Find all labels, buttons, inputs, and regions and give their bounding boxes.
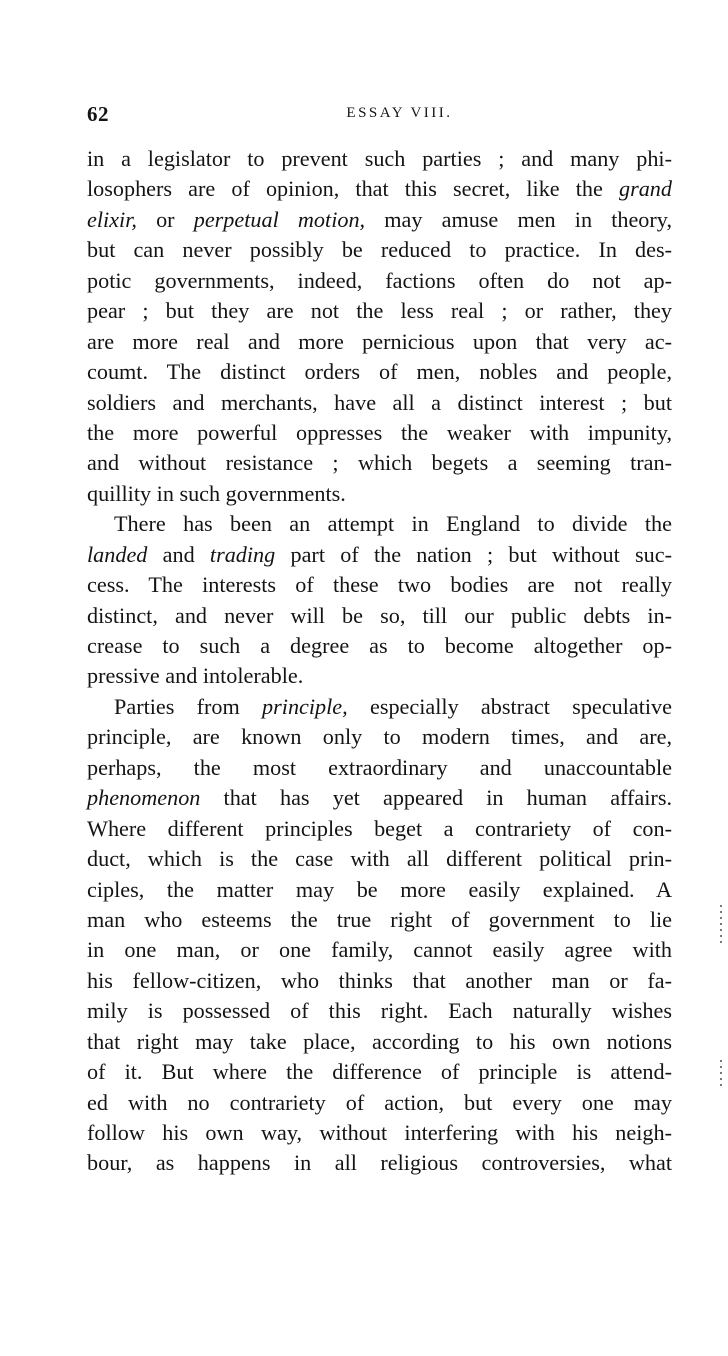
text-line: [87, 844, 672, 874]
text-run: soldiers and merchants, have all a distinct interest ; but: [87, 389, 672, 415]
page-edge-mark: [720, 1060, 722, 1090]
text-run: the more powerful oppresses the weaker with impunity,: [87, 419, 672, 445]
header-title: ESSAY VIII.: [346, 105, 453, 121]
text-line: [87, 144, 672, 174]
paragraph: [87, 509, 672, 692]
text-line: [87, 296, 672, 326]
italic-text: phenomenon: [87, 785, 201, 811]
text-line: [87, 783, 672, 813]
text-line: [87, 753, 672, 783]
text-run: distinct, and never will be so, till our public debts in-: [87, 602, 672, 628]
text-line: [87, 235, 672, 265]
italic-text: elixir,: [87, 206, 137, 232]
text-run: or: [136, 206, 194, 232]
text-run: principle, are known only to modern times, and are,: [87, 724, 672, 750]
text-line: [87, 174, 672, 204]
text-line: [87, 388, 672, 418]
text-run: that right may take place, according to his own notions: [87, 1028, 672, 1054]
italic-text: trading: [209, 541, 276, 567]
text-line: [87, 966, 672, 996]
text-line: [87, 996, 672, 1026]
text-run: part of the nation ; but without suc-: [275, 541, 672, 567]
text-run: pear ; but they are not the less real ; or rather, they: [87, 298, 672, 324]
text-run: quillity in such governments.: [87, 480, 346, 506]
text-run: especially abstract speculative: [347, 693, 672, 719]
text-line: [87, 1057, 672, 1087]
text-run: mily is possessed of this right. Each naturally wishes: [87, 998, 672, 1024]
text-run: of it. But where the difference of principle is attend-: [87, 1059, 672, 1085]
text-line: [87, 448, 672, 478]
page-number: 62: [87, 102, 109, 126]
text-line: [87, 1118, 672, 1148]
italic-text: grand: [618, 176, 672, 202]
text-line: [87, 905, 672, 935]
text-run: and: [147, 541, 210, 567]
text-run: ciples, the matter may be more easily explained. A: [87, 876, 672, 902]
text-run: coumt. The distinct orders of men, nobles and people,: [87, 359, 672, 385]
text-line: [87, 357, 672, 387]
page-edge-mark: [720, 905, 722, 945]
text-run: man who esteems the true right of government to lie: [87, 906, 672, 932]
text-run: but can never possibly be reduced to practice. In des-: [87, 237, 672, 263]
text-line: [87, 327, 672, 357]
text-run: ed with no contrariety of action, but every one may: [87, 1089, 672, 1115]
text-run: Where different principles beget a contrariety of con-: [87, 815, 672, 841]
text-line: [87, 479, 672, 509]
text-run: There has been an attempt in England to divide the: [114, 511, 672, 537]
text-line: [87, 631, 672, 661]
text-run: bour, as happens in all religious controversies, what: [87, 1150, 672, 1176]
text-run: Parties from: [114, 693, 263, 719]
text-run: and without resistance ; which begets a seeming tran-: [87, 450, 672, 476]
italic-text: landed: [87, 541, 148, 567]
paragraph: [87, 144, 672, 509]
text-line: [87, 814, 672, 844]
text-line: [87, 1148, 672, 1178]
running-head: [87, 102, 672, 130]
text-run: are more real and more pernicious upon that very ac-: [87, 328, 672, 354]
text-line: [87, 540, 672, 570]
text-line: [87, 601, 672, 631]
text-line: [87, 266, 672, 296]
italic-text: principle,: [262, 693, 348, 719]
text-line: [87, 1027, 672, 1057]
italic-text: perpetual motion,: [193, 206, 366, 232]
text-run: in a legislator to prevent such parties ; and many phi-: [87, 146, 672, 171]
text-line: [87, 935, 672, 965]
text-run: perhaps, the most extraordinary and unaccountable: [87, 754, 672, 780]
body-text: [87, 144, 672, 1179]
text-line: [87, 570, 672, 600]
text-line: [87, 1088, 672, 1118]
text-line: [87, 205, 672, 235]
text-line: [87, 509, 672, 539]
text-run: in one man, or one family, cannot easily agree with: [87, 937, 672, 963]
text-run: may amuse men in theory,: [365, 206, 672, 232]
text-line: [87, 692, 672, 722]
text-line: [87, 722, 672, 752]
text-run: crease to such a degree as to become altogether op-: [87, 633, 672, 658]
text-run: potic governments, indeed, factions often do not ap-: [87, 267, 672, 293]
text-run: duct, which is the case with all different political prin-: [87, 846, 672, 872]
text-run: that has yet appeared in human affairs.: [200, 785, 672, 811]
text-line: [87, 875, 672, 905]
text-run: cess. The interests of these two bodies are not really: [87, 572, 672, 598]
text-line: [87, 418, 672, 448]
text-run: losophers are of opinion, that this secret, like the: [87, 176, 619, 202]
text-run: his fellow-citizen, who thinks that another man or fa-: [87, 967, 672, 993]
paragraph: [87, 692, 672, 1179]
text-run: pressive and intolerable.: [87, 663, 304, 689]
text-run: follow his own way, without interfering with his neigh-: [87, 1120, 672, 1145]
text-line: [87, 661, 672, 691]
